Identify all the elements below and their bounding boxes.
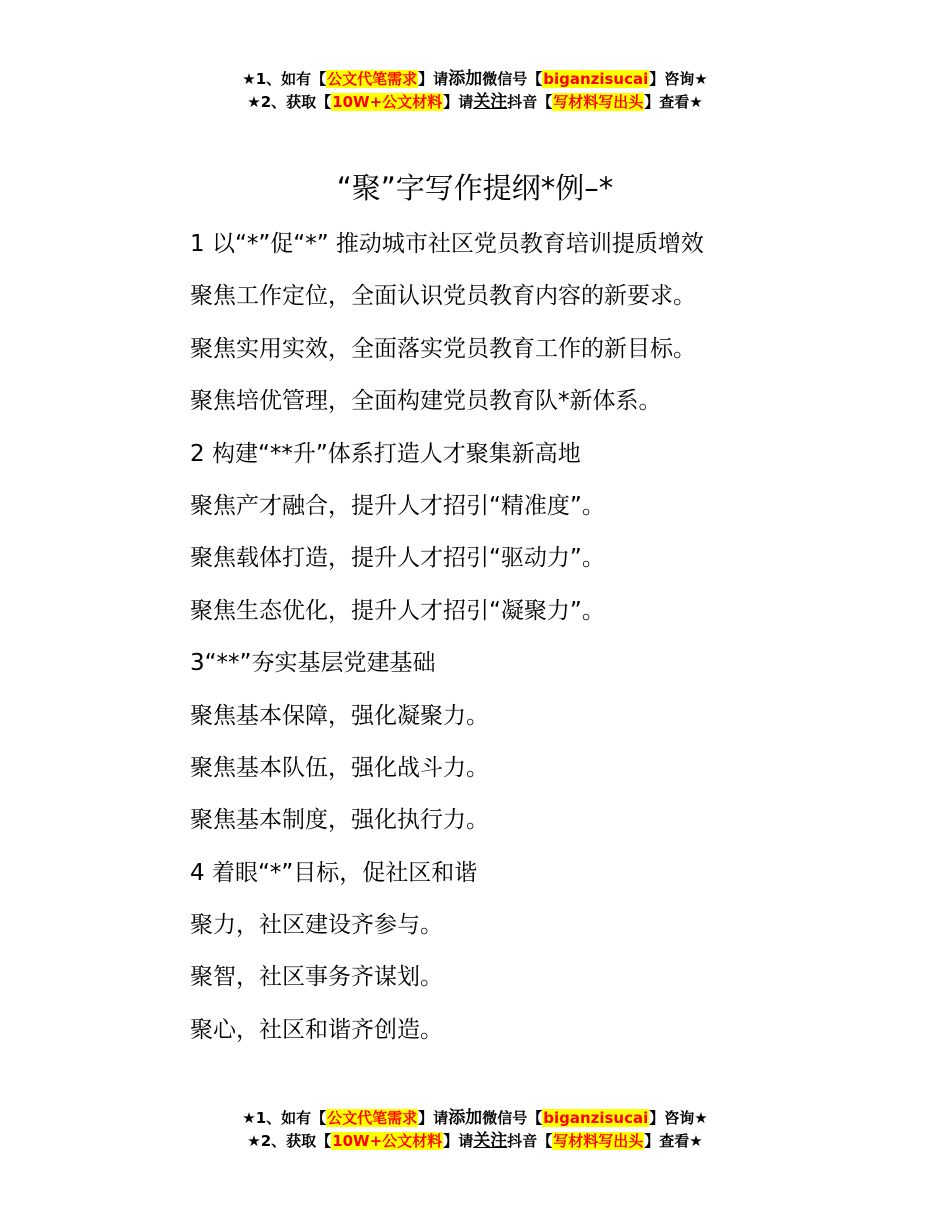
- follow-keyword: 关注: [473, 92, 508, 112]
- banner-line-1: [0, 1107, 950, 1130]
- service-highlight: 公文代笔需求: [327, 70, 418, 88]
- banner-line-2: [0, 1130, 950, 1153]
- banner-text: 微信号【: [482, 1109, 543, 1127]
- document-title: “聚”字写作提纲*例–*: [336, 171, 614, 205]
- follow-keyword: 关注: [473, 1131, 508, 1151]
- outline-line: 1 以“*”促“*” 推动城市社区党员教育培训提质增效: [190, 231, 704, 257]
- banner-text: 抖音【: [507, 1132, 553, 1150]
- banner-line-2: [0, 91, 950, 114]
- outline-line: 聚焦基本保障，强化凝聚力。: [190, 702, 489, 729]
- outline-line: 聚焦工作定位，全面认识党员教育内容的新要求。: [190, 283, 696, 310]
- banner-text: 】请: [418, 1109, 449, 1127]
- header-banner: [0, 68, 950, 114]
- outline-line: 聚焦实用实效，全面落实党员教育工作的新目标。: [190, 335, 696, 362]
- add-keyword: 添加: [448, 69, 483, 89]
- outline-line: 聚焦产才融合，提升人才招引“精准度”。: [190, 492, 605, 519]
- materials-highlight: 10W+公文材料: [332, 93, 443, 111]
- banner-text: ★1、如有【: [242, 70, 327, 88]
- outline-line: 聚焦培优管理，全面构建党员教育队*新体系。: [190, 388, 662, 415]
- footer-banner: [0, 1107, 950, 1153]
- douyin-name-highlight: 写材料写出头: [553, 1132, 644, 1150]
- outline-line: 聚心，社区和谐齐创造。: [190, 1016, 443, 1043]
- banner-text: 】查看★: [644, 93, 703, 111]
- outline-line: 聚焦生态优化，提升人才招引“凝聚力”。: [190, 597, 605, 624]
- outline-line: 2 构建“**升”体系打造人才聚集新高地: [190, 440, 581, 467]
- add-keyword: 添加: [448, 1108, 483, 1128]
- outline-line: 4 着眼“*”目标，促社区和谐: [190, 859, 478, 886]
- outline-line: 聚焦基本制度，强化执行力。: [190, 807, 489, 834]
- service-highlight: 公文代笔需求: [327, 1109, 418, 1127]
- outline-line: 聚力，社区建设齐参与。: [190, 912, 443, 939]
- banner-text: 】查看★: [644, 1132, 703, 1150]
- outline-line: 聚智，社区事务齐谋划。: [190, 964, 443, 991]
- wechat-id-highlight: biganzisucai: [543, 70, 649, 88]
- banner-text: 】请: [443, 93, 474, 111]
- wechat-id-highlight: biganzisucai: [543, 1109, 649, 1127]
- banner-text: 抖音【: [507, 93, 553, 111]
- banner-text: 微信号【: [482, 70, 543, 88]
- banner-text: 】请: [443, 1132, 474, 1150]
- douyin-name-highlight: 写材料写出头: [553, 93, 644, 111]
- materials-highlight: 10W+公文材料: [332, 1132, 443, 1150]
- banner-text: ★2、获取【: [247, 93, 332, 111]
- outline-line: 聚焦基本队伍，强化战斗力。: [190, 754, 489, 781]
- banner-line-1: [0, 68, 950, 91]
- banner-text: 】咨询★: [649, 1109, 708, 1127]
- outline-line: 3“**”夯实基层党建基础: [190, 650, 436, 677]
- banner-text: ★1、如有【: [242, 1109, 327, 1127]
- banner-text: ★2、获取【: [247, 1132, 332, 1150]
- outline-line: 聚焦载体打造，提升人才招引“驱动力”。: [190, 545, 605, 572]
- outline-body: [190, 222, 910, 1060]
- banner-text: 】请: [418, 70, 449, 88]
- banner-text: 】咨询★: [649, 70, 708, 88]
